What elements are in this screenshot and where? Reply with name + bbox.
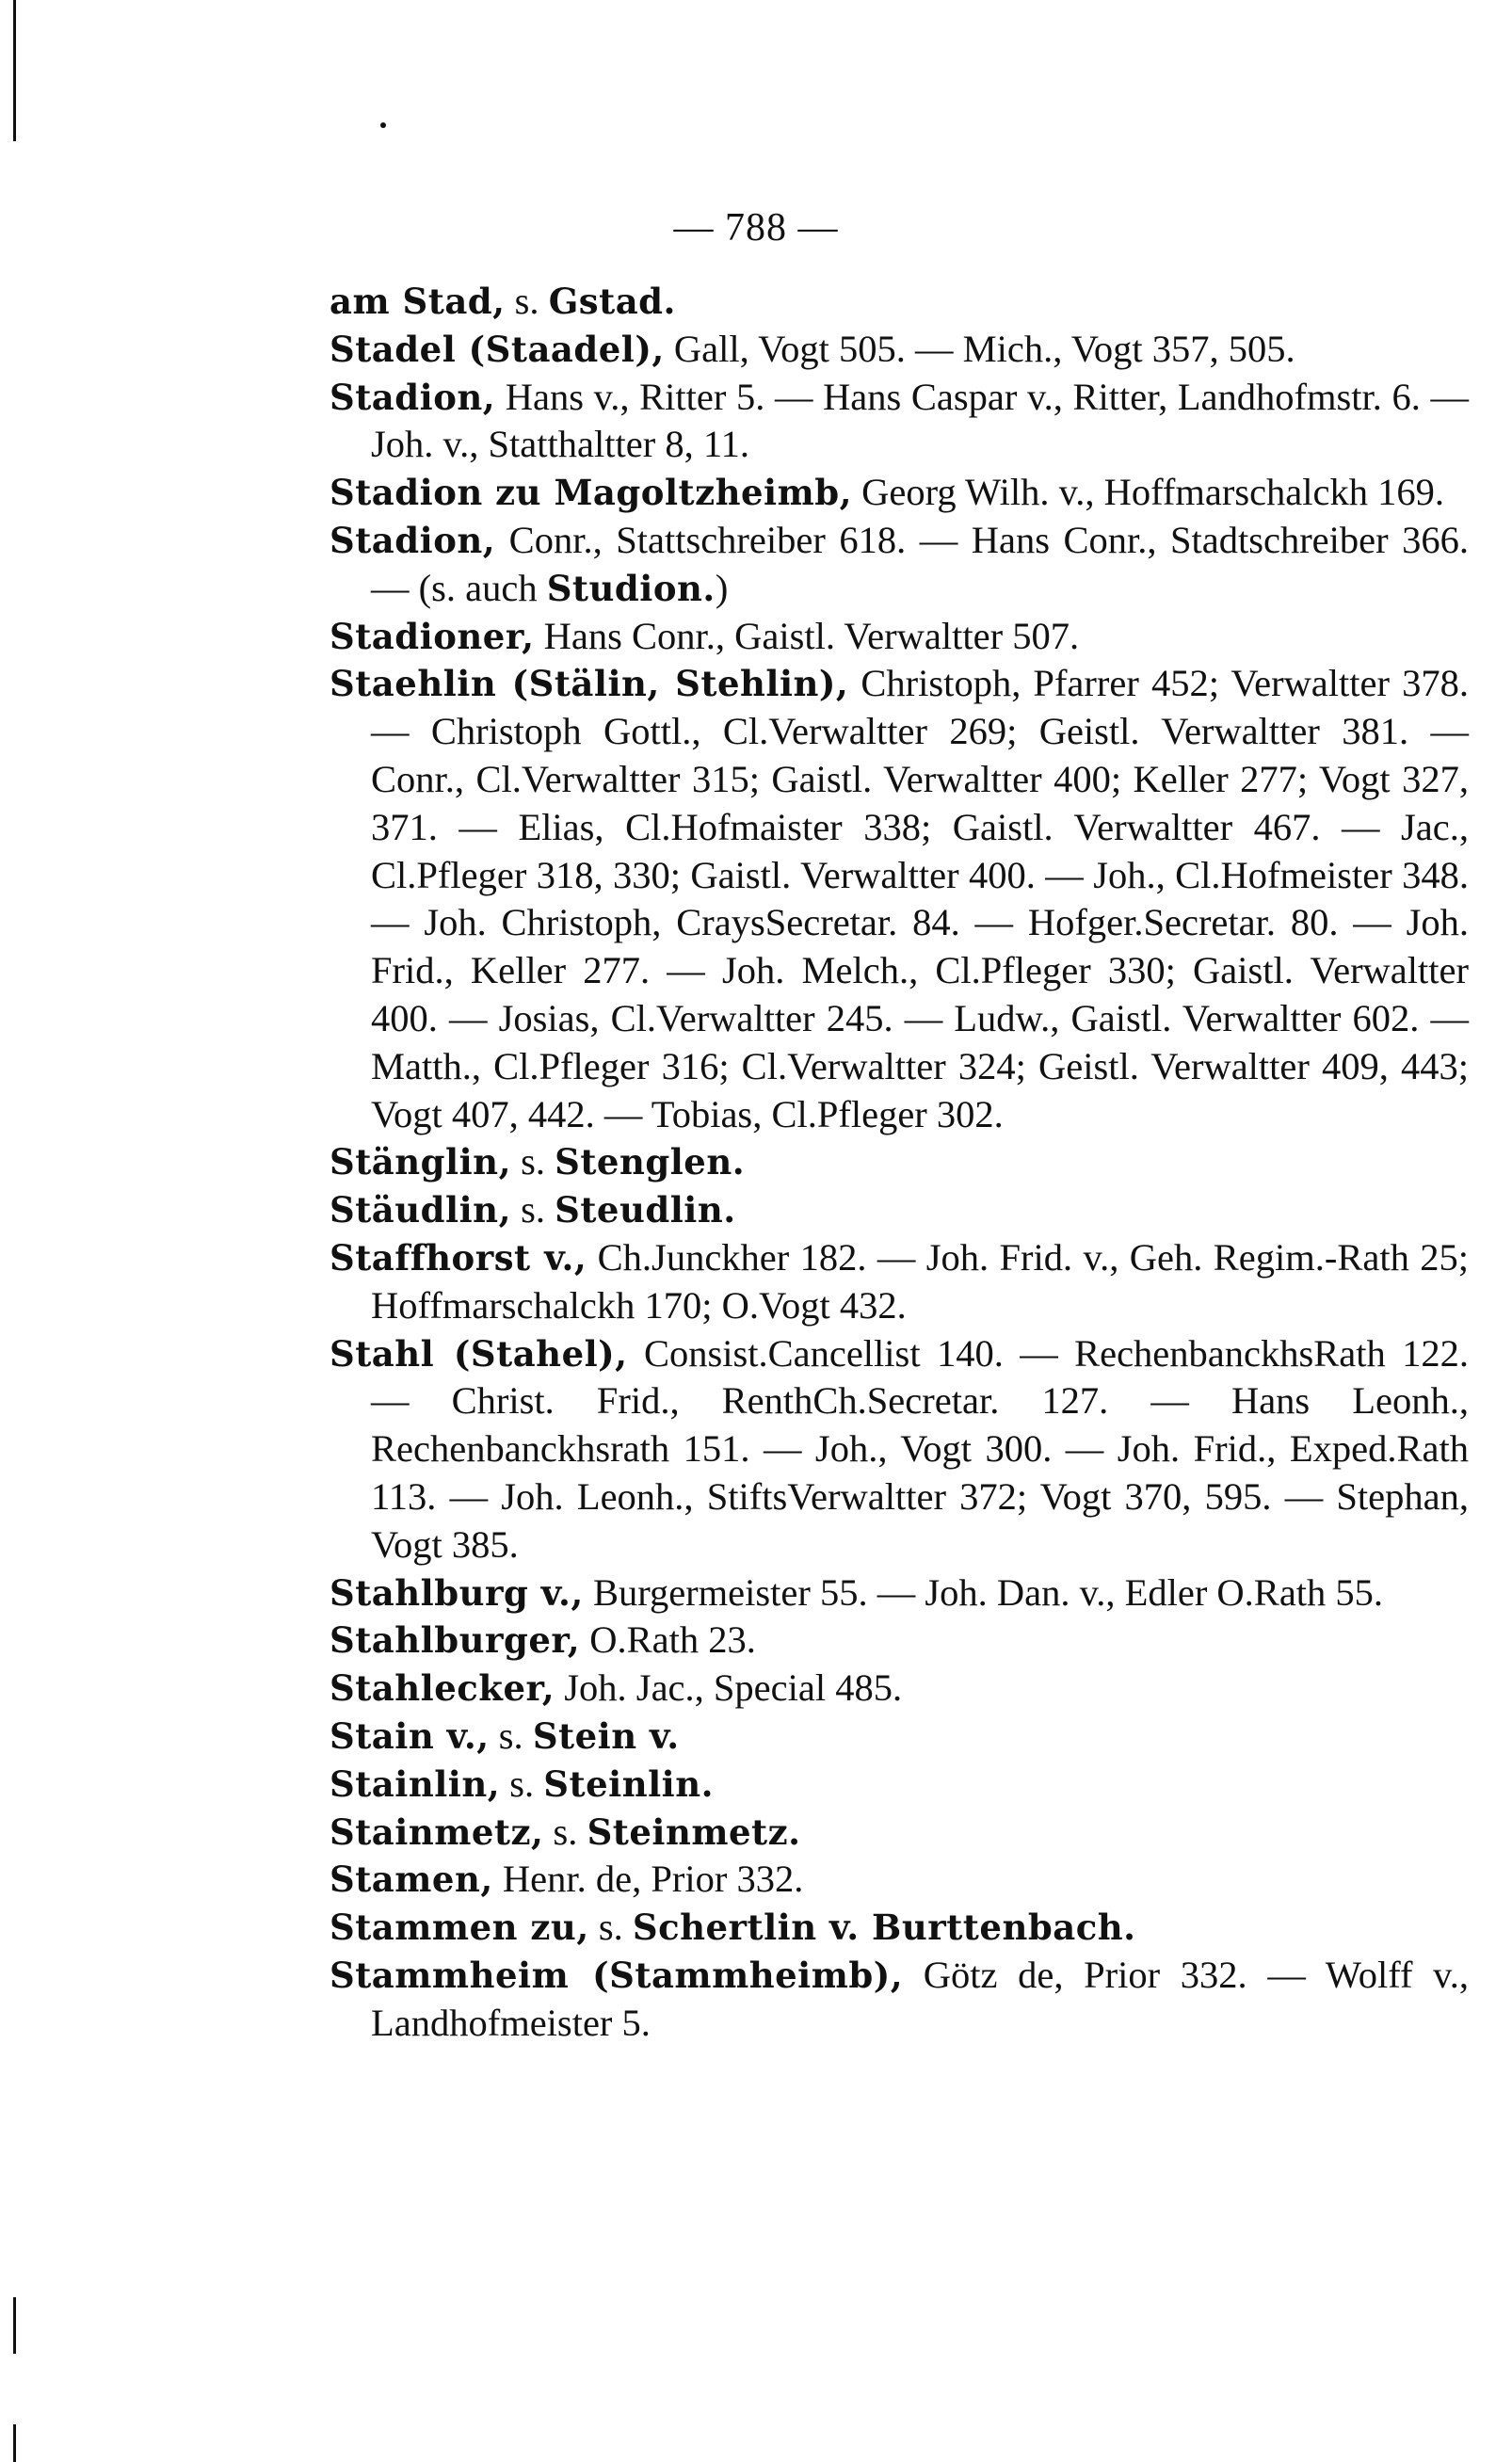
entry-text: O.Rath 23. <box>580 1618 756 1662</box>
entry-text: Hans v., Ritter 5. — Hans Caspar v., Ritter, Landhofmstr. 6. — Joh. v., Statthaltter 8, 11. <box>371 375 1469 466</box>
entry-text: Burgermeister 55. — Joh. Dan. v., Edler O.Rath 55. <box>583 1570 1384 1614</box>
index-entry <box>330 1665 1469 1713</box>
entry-text: s. <box>505 280 549 322</box>
index-entry <box>330 1234 1469 1330</box>
entry-text: Georg Wilh. v., Hoffmarschalckh 169. <box>852 471 1445 514</box>
index-entry <box>330 1569 1469 1617</box>
entry-cross-reference: Gstad. <box>548 281 676 322</box>
entry-text: Henr. de, Prior 332. <box>492 1858 804 1901</box>
entry-heading: am Stad, <box>330 281 506 322</box>
entry-text: Christoph, Pfarrer 452; Verwaltter 378. — Christoph Gottl., Cl.Verwaltter 269; Geistl. Verwaltter 381. — Conr., Cl.Verwaltter 315; Gaistl. Verwaltter 400; Keller 277; Vogt 327, 371. — Elias, Cl.Hofmaister 338; Gaistl. Verwaltter 467. — Jac., Cl.Pfleger 318, 330; Gaistl. Verwaltter 400. — Joh., Cl.Hofmeister 348. — Joh. Christoph, CraysSecretar. 84. — Hofger.Secretar. 80. — Joh. Frid., Keller 277. — Joh. Melch., Cl.Pfleger 330; Gaistl. Verwaltter 400. — Josias, Cl.Verwaltter 245. — Ludw., Gaistl. Verwaltter 602. — Matth., Cl.Pfleger 316; Cl.Verwaltter 324; Geistl. Verwaltter 409, 443; Vogt 407, 442. — Tobias, Cl.Pfleger 302. <box>371 662 1469 1135</box>
entry-text: Ch.Junckher 182. — Joh. Frid. v., Geh. Regim.-Rath 25; Hoffmarschalckh 170; O.Vogt 432. <box>371 1235 1469 1327</box>
entry-cross-reference: Stenglen. <box>555 1141 746 1183</box>
index-entry <box>330 1617 1469 1665</box>
entry-text: Consist.Cancellist 140. — RechenbanckhsRath 122. — Christ. Frid., RenthCh.Secretar. 127. — Hans Leonh., Rechenbanckhsrath 151. — Joh., Vogt 300. — Joh. Frid., Exped.Rath 113. — Joh. Leonh., StiftsVerwaltter 372; Vogt 370, 595. — Stephan, Vogt 385. <box>371 1331 1469 1566</box>
entry-text: Götz de, Prior 332. — Wolff v., Landhofmeister 5. <box>371 1953 1469 2044</box>
entry-cross-reference: Steudlin. <box>555 1189 736 1231</box>
entry-cross-reference: Steinlin. <box>543 1762 714 1805</box>
entry-heading: Stäudlin, <box>330 1189 511 1231</box>
entry-cross-reference: Steinmetz. <box>587 1810 801 1853</box>
index-entry <box>330 1952 1469 2048</box>
entry-text: s. <box>500 1762 544 1805</box>
index-entry <box>330 517 1469 613</box>
index-entry <box>330 1904 1469 1952</box>
index-entry <box>330 326 1469 374</box>
index-entry <box>330 613 1469 661</box>
entry-heading: Stamen, <box>330 1859 493 1901</box>
entry-text: Conr., Stattschreiber 618. — Hans Conr., Stadtschreiber 366. — (s. auch <box>371 518 1469 609</box>
entry-text: s. <box>489 1714 533 1757</box>
scan-edge-mark <box>13 2424 16 2462</box>
index-entry <box>330 469 1469 517</box>
entry-heading: Stahlburger, <box>330 1619 581 1662</box>
entry-cross-reference: Schertlin v. Burttenbach. <box>632 1907 1136 1949</box>
entry-heading: Stadel (Staadel), <box>330 328 665 370</box>
entry-heading: Staehlin (Stälin, Stehlin), <box>330 663 849 705</box>
entry-cross-reference: Stein v. <box>532 1714 680 1757</box>
index-entry <box>330 1330 1469 1569</box>
entry-heading: Stadion zu Magoltzheimb, <box>330 472 853 514</box>
entry-text: Gall, Vogt 505. — Mich., Vogt 357, 505. <box>664 327 1295 370</box>
entry-heading: Stahlecker, <box>330 1667 555 1710</box>
entry-heading: Stammheim (Stammheimb), <box>330 1954 904 1996</box>
entry-text: s. <box>510 1188 555 1231</box>
index-entry <box>330 1138 1469 1186</box>
scan-speck <box>380 122 386 128</box>
entry-heading: Stadion, <box>330 519 496 561</box>
entry-heading: Stahlburg v., <box>330 1571 584 1614</box>
entry-heading: Stainlin, <box>330 1762 501 1805</box>
entry-heading: Stain v., <box>330 1714 490 1757</box>
index-entry <box>330 1856 1469 1904</box>
index-entry <box>330 1186 1469 1234</box>
entry-text: Hans Conr., Gaistl. Verwaltter 507. <box>534 614 1080 657</box>
entry-heading: Stahl (Stahel), <box>330 1332 628 1375</box>
index-entry <box>330 1809 1469 1857</box>
entry-text: s. <box>543 1810 587 1853</box>
page-number: — 788 — <box>673 206 839 249</box>
entry-heading: Stadion, <box>330 376 496 418</box>
entry-heading: Staffhorst v., <box>330 1236 587 1279</box>
entry-text: Joh. Jac., Special 485. <box>555 1666 903 1710</box>
index-entry <box>330 660 1469 1138</box>
index-entry <box>330 374 1469 470</box>
index-entries <box>330 278 1469 2047</box>
entry-cross-reference: Studion. <box>546 567 716 609</box>
entry-heading: Stainmetz, <box>330 1810 544 1853</box>
entry-text: s. <box>510 1140 555 1183</box>
scan-edge-mark <box>13 2297 16 2354</box>
index-entry <box>330 1713 1469 1761</box>
scan-edge-mark <box>13 0 16 141</box>
index-entry <box>330 1761 1469 1809</box>
entry-text: ) <box>715 566 729 609</box>
entry-heading: Stammen zu, <box>330 1907 589 1949</box>
entry-text: s. <box>588 1906 633 1949</box>
entry-heading: Stadioner, <box>330 615 535 657</box>
index-entry <box>330 278 1469 326</box>
entry-heading: Stänglin, <box>330 1141 511 1183</box>
